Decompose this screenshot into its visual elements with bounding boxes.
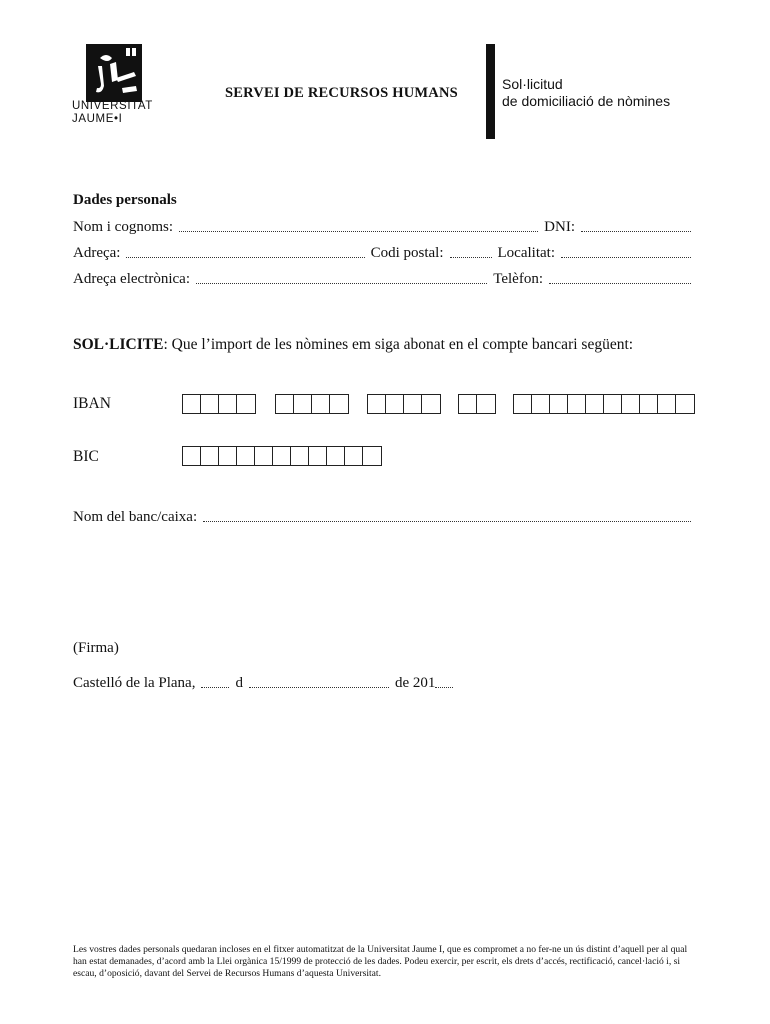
department-title: SERVEI DE RECURSOS HUMANS [225, 85, 458, 101]
request-text: : Que l’import de les nòmines em siga abonat en el compte bancari següent: [163, 336, 634, 353]
email-label: Adreça electrònica: [73, 271, 191, 287]
bic-boxes[interactable] [182, 446, 382, 466]
university-line-2: JAUME•I [72, 113, 123, 125]
date-d-label: d [235, 675, 243, 691]
bic-label: BIC [73, 448, 99, 465]
row-place-date [73, 672, 473, 692]
iban-group-5[interactable] [513, 394, 695, 414]
email-field[interactable] [196, 282, 487, 284]
document-title-line-1: Sol·licitud [502, 76, 563, 92]
postal-code-field[interactable] [450, 256, 492, 258]
row-email-phone [73, 268, 697, 288]
university-name [72, 100, 153, 126]
row-bank-name [73, 506, 697, 526]
place-label: Castelló de la Plana, [73, 675, 196, 691]
dni-field[interactable] [581, 230, 691, 232]
day-field[interactable] [201, 686, 229, 688]
university-line-1: UNIVERSITAT [72, 100, 153, 112]
iban-group-4[interactable] [458, 394, 496, 414]
document-title [502, 76, 670, 110]
row-address [73, 242, 697, 262]
iban-group-1[interactable] [182, 394, 256, 414]
request-statement [73, 336, 633, 354]
address-field[interactable] [126, 256, 364, 258]
signature-label: (Firma) [73, 640, 119, 656]
phone-field[interactable] [549, 282, 691, 284]
month-field[interactable] [249, 686, 389, 688]
section-personal-data: Dades personals [73, 192, 177, 208]
header-divider-bar [486, 44, 495, 139]
dni-label: DNI: [544, 219, 575, 235]
year-label: de 201 [394, 675, 436, 691]
iban-group-3[interactable] [367, 394, 441, 414]
locality-field[interactable] [561, 256, 691, 258]
name-field[interactable] [179, 230, 538, 232]
postal-code-label: Codi postal: [370, 245, 444, 261]
privacy-notice: Les vostres dades personals quedaran incloses en el fitxer automatitzat de la Universitat Jaume I, que es compromet a no fer-ne un ús distint d’aquell per al qual han estat demanades, d’acord amb la Llei orgànica 15/1999 de protecció de les dades. Podeu exercir, per escrit, els drets d’accés, rectificació, cancel·lació i, si escau, d’oposició, davant del Servei de Recursos Humans d’aquesta Universitat. [73, 944, 688, 979]
phone-label: Telèfon: [493, 271, 543, 287]
iban-label: IBAN [73, 395, 111, 412]
iban-group-2[interactable] [275, 394, 349, 414]
row-name-dni [73, 216, 697, 236]
document-title-line-2: de domiciliació de nòmines [502, 93, 671, 109]
locality-label: Localitat: [497, 245, 555, 261]
request-keyword: SOL·LICITE [73, 336, 164, 353]
address-label: Adreça: [73, 245, 121, 261]
bank-name-field[interactable] [203, 520, 691, 522]
university-logo-icon [86, 44, 142, 102]
name-label: Nom i cognoms: [73, 219, 173, 235]
year-field[interactable] [435, 686, 453, 688]
bank-name-label: Nom del banc/caixa: [73, 509, 198, 525]
